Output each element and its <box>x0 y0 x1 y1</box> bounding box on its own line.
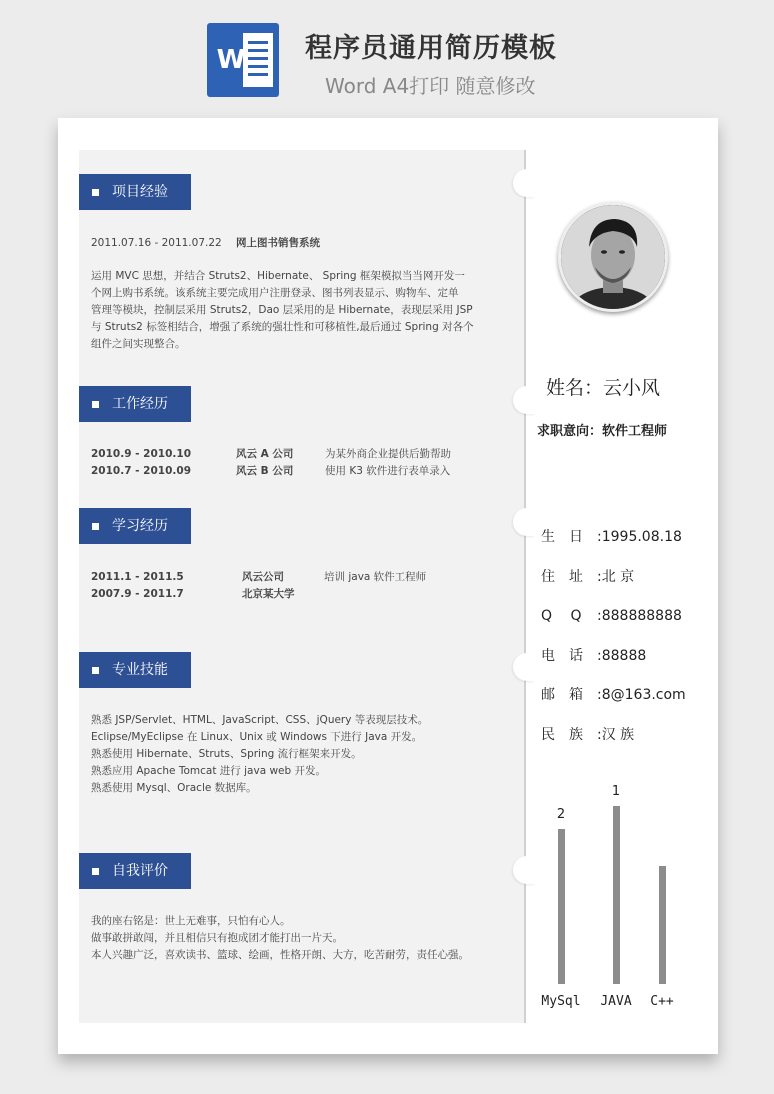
education-detail: 培训 java 软件工程师 <box>324 571 427 583</box>
chart-category-label: JAVA <box>600 994 632 1009</box>
info-email: 邮 箱 :8@163.com <box>541 687 686 703</box>
divider-notch <box>513 856 535 884</box>
section-header-education: 学习经历 <box>79 508 191 544</box>
template-subtitle: Word A4打印 随意修改 <box>325 74 536 98</box>
education-org: 风云公司 <box>242 571 284 583</box>
divider-notch <box>513 508 535 536</box>
education-org: 北京某大学 <box>242 588 295 600</box>
word-document-icon <box>207 23 279 97</box>
profile-photo <box>558 202 668 312</box>
template-title: 程序员通用简历模板 <box>305 33 557 64</box>
chart-category-label: MySql <box>541 994 581 1009</box>
work-company: 风云 B 公司 <box>236 465 294 477</box>
chart-category-label: C++ <box>650 994 674 1009</box>
portrait-image <box>561 205 665 309</box>
info-birthday: 生 日 :1995.08.18 <box>541 529 682 545</box>
divider-notch <box>513 653 535 681</box>
work-duty: 为某外商企业提供后勤帮助 <box>325 448 451 460</box>
chart-bar-label: 2 <box>556 807 566 822</box>
info-phone: 电 话 :88888 <box>541 648 647 664</box>
education-period: 2011.1 - 2011.5 <box>91 571 184 583</box>
candidate-name: 姓名：云小风 <box>546 377 661 399</box>
project-date: 2011.07.16 - 2011.07.22 <box>91 237 222 249</box>
square-bullet-icon <box>92 868 99 875</box>
resume-page <box>58 118 718 1054</box>
section-header-project: 项目经验 <box>79 174 191 210</box>
divider-notch <box>513 386 535 414</box>
header-banner <box>0 0 774 118</box>
education-period: 2007.9 - 2011.7 <box>91 588 184 600</box>
project-name: 网上图书销售系统 <box>236 237 320 249</box>
info-address: 住 址 :北 京 <box>541 569 635 585</box>
square-bullet-icon <box>92 189 99 196</box>
work-period: 2010.9 - 2010.10 <box>91 448 192 460</box>
work-duty: 使用 K3 软件进行表单录入 <box>325 465 451 477</box>
word-letter: W <box>216 45 246 75</box>
self-evaluation-text: 我的座右铭是：世上无难事，只怕有心人。 做事敢拼敢闯，并且相信只有抱成团才能打出一片天。 本人兴趣广泛，喜欢读书、篮球、绘画，性格开朗、大方，吃苦耐劳，责任心强。 <box>91 915 469 961</box>
info-qq: Q Q :888888888 <box>541 608 682 624</box>
project-description: 运用 MVC 思想，并结合 Struts2、Hibernate、 Spring 框架模拟当当网开发一 个网上购书系统。该系统主要完成用户注册登录、图书列表显示、购物车、定单 管理等模块，控制层采用 Struts2，Dao 层采用的是 Hibernate，表现层采用 JSP 与 Struts2 标签相结合，增强了系统的强壮性和可移植性,最后通过 Spring 对各个 组件之间实现整合。 <box>91 270 474 350</box>
section-header-skills: 专业技能 <box>79 652 191 688</box>
column-divider <box>524 150 526 1023</box>
chart-bar <box>659 866 666 984</box>
job-intent: 求职意向：软件工程师 <box>537 424 668 439</box>
skills-list: 熟悉 JSP/Servlet、HTML、JavaScript、CSS、jQuery 等表现层技术。 Eclipse/MyEclipse 在 Linux、Unix 或 Windows 下进行 Java 开发。 熟悉使用 Hibernate、Struts、Spring 流行框架来开发。 熟悉应用 Apache Tomcat 进行 java web 开发。 熟悉使用 Mysql、Oracle 数据库。 <box>91 714 429 794</box>
chart-bar-label: 1 <box>611 784 621 799</box>
chart-bar <box>558 829 565 984</box>
square-bullet-icon <box>92 401 99 408</box>
square-bullet-icon <box>92 523 99 530</box>
info-ethnicity: 民 族 :汉 族 <box>541 727 635 743</box>
divider-notch <box>513 169 535 197</box>
chart-bar <box>613 806 620 984</box>
section-header-self-evaluation: 自我评价 <box>79 853 191 889</box>
work-company: 风云 A 公司 <box>236 448 294 460</box>
square-bullet-icon <box>92 667 99 674</box>
work-period: 2010.7 - 2010.09 <box>91 465 192 477</box>
section-header-work: 工作经历 <box>79 386 191 422</box>
